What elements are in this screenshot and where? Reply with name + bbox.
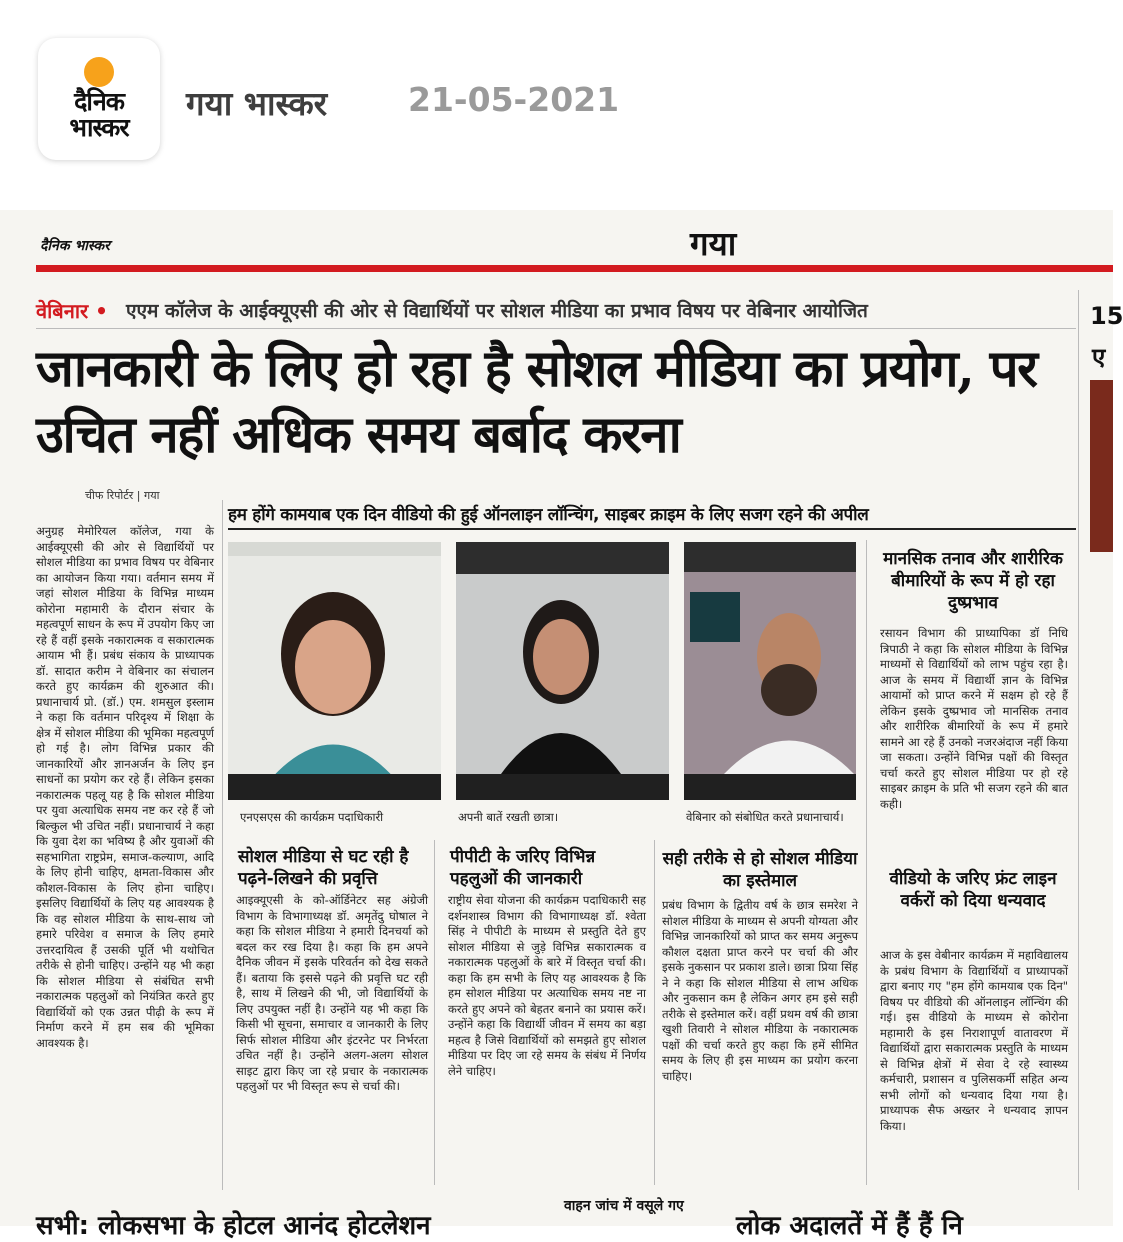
box2-body: राष्ट्रीय सेवा योजना की कार्यक्रम पदाधिकारी सह दर्शनशास्त्र विभाग की विभागाध्यक्ष डॉ. श्वेता सिंह ने पीपीटी के माध्यम से प्रस्तुति देते हुए सोशल मीडिया से जुड़े विभिन्न सकारात्मक व नकारात्मक पहलुओं के बारे में विस्तृत चर्चा की। कहा कि हम सभी के लिए यह आवश्यक है कि हम सोशल मीडिया पर अत्याधिक समय नष्ट ना करते हुए अपने को बेहतर बनाने का प्रयास करें। उन्होंने कहा कि विद्यार्थी जीवन में समय का बड़ा महत्व है जिसे विद्यार्थियों को समझते हुए सोशल मीडिया पर दिए जा रहे समय के संबंध में निर्णय लेने चाहिए। [448,893,646,1078]
column-divider [1078,290,1079,1190]
dainik-bhaskar-logo [38,38,160,160]
side-story-photo [1090,380,1113,552]
box3-heading: सही तरीके से हो सोशल मीडिया का इस्तेमाल [662,849,858,891]
column-divider [222,500,223,1190]
box4-body: रसायन विभाग की प्राध्यापिका डॉ निधि त्रिपाठी ने कहा कि सोशल मीडिया के विभिन्न माध्यमों से विद्यार्थियों को लाभ पहुंच रहा है। आज के समय में विद्यार्थी ज्ञान के विभिन्न आयामों को प्राप्त करने में सक्षम हो रहे हैं लेकिन इसके दुष्प्रभाव जो मानसिक तनाव और शारीरिक बीमारियों के रूप में हमारे सामने आ रहे हैं उनको नजरअंदाज नहीं किया जा सकता। उन्होंने विभिन्न पक्षों की विस्तृत चर्चा करते हुए सोशल मीडिया पर हो रहे साइबर क्राइम के प्रति भी सजग रहने की बात कही। [880,626,1068,811]
logo-line1: दैनिक [74,87,124,116]
bottom-headline-right: लोक अदालतें में हैं हैं नि [736,1211,963,1241]
headline: जानकारी के लिए हो रहा है सोशल मीडिया का प्रयोग, पर उचित नहीं अधिक समय बर्बाद करना [36,339,1037,465]
column-divider [654,840,655,1185]
column-divider [434,840,435,1185]
subheadline: हम होंगे कामयाब एक दिन वीडियो की हुई ऑनलाइन लॉन्चिंग, साइबर क्राइम के लिए सजग रहने की अपील [228,505,869,525]
logo-line2: भास्कर [69,113,129,142]
kicker: एएम कॉलेज के आईक्यूएसी की ओर से विद्यार्थियों पर सोशल मीडिया का प्रभाव विषय पर वेबिनार आयोजित [126,300,868,322]
photo-nss-officer [228,542,441,800]
subhead-rule [228,528,1076,530]
box5-body: आज के इस वेबीनार कार्यक्रम में महाविद्यालय के प्रबंध विभाग के विद्यार्थियों व प्राध्यापकों द्वारा बनाए गए "हम होंगे कामयाब एक दिन" विषय पर वीडियो की ऑनलाइन लॉन्चिंग की गई। इस वीडियो के माध्यम से कोरोना महामारी के इस निराशापूर्ण वातावरण में विद्यार्थियों द्वारा सकारात्मक प्रस्तुति के माध्यम से विभिन्न क्षेत्रों में सेवा दे रहे स्वास्थ्य कर्मचारी, प्रशासन व पुलिसकर्मी सहित अन्य सभी लोगों को धन्यवाद दिया गया है। प्राध्यापक सैफ अख्तर ने धन्यवाद ज्ञापन किया। [880,948,1068,1133]
bottom-headline-left: सभी: लोकसभा के होटल आनंद होटलेशन [36,1211,431,1241]
kicker-tag: वेबिनार • [36,299,108,323]
side-story-heading: 15 [1090,302,1123,330]
column-divider [866,540,867,1185]
principal-speaking-icon [684,542,856,800]
box5-heading: वीडियो के जरिए फ्रंट लाइन वर्करों को दिया धन्यवाद [889,869,1057,911]
bottom-headlines [36,1196,1113,1241]
side-story-sub: ए [1092,343,1106,371]
photo-caption-3: वेबिनार को संबोधित करते प्रधानाचार्य। [686,810,844,824]
photo-caption-2: अपनी बातें रखती छात्रा। [458,810,559,824]
box4-heading: मानसिक तनाव और शारीरिक बीमारियों के रूप में हो रहा दुष्प्रभाव [883,549,1063,613]
box2-heading: पीपीटी के जरिए विभिन्न पहलुओं की जानकारी [450,847,596,889]
box1-body: आइक्यूएसी के को-ऑर्डिनेटर सह अंग्रेजी विभाग के विभागाध्यक्ष डॉ. अमृतेंदु घोषाल ने कहा कि सोशल मीडिया ने हमारी दिनचर्या को बदल कर रख दिया है। कहा कि हम अपने दैनिक जीवन में इसके परिवर्तन को देख सकते हैं। बताया कि इससे पढ़ने की प्रवृत्ति घट रही है, साथ में लिखने की भी, जो विद्यार्थियों के लिए उपयुक्त नहीं है। उन्होंने यह भी कहा कि किसी भी सूचना, समाचार व जानकारी के लिए सिर्फ सोशल मीडिया और इंटरनेट पर निर्भरता उचित नहीं है। उन्होंने अलग-अलग सोशल साइट द्वारा किए जा रहे प्रचार के नकारात्मक पहलुओं पर भी विस्तृत रूप से चर्चा की। [236,893,428,1093]
kicker-rule [36,328,1076,329]
student-speaking-icon [456,542,669,800]
edition-name: गया भास्कर [186,84,328,123]
logo-sun-icon [84,57,114,87]
box3-body: प्रबंध विभाग के द्वितीय वर्ष के छात्र समरेश ने सोशल मीडिया के माध्यम से अपनी योग्यता और विभिन्न जानकारियों को प्राप्त कर समय अनुरूप कौशल दक्षता प्राप्त करने पर चर्चा की और इसके नुकसान पर प्रकाश डाले। छात्रा प्रिया सिंह ने ने कहा कि सोशल मीडिया से लाभ अधिक और नुकसान कम है लेकिन अगर हम इसे सही तरीके से इस्तेमाल करें। वहीं प्रथम वर्ष की छात्रा खुशी तिवारी ने सोशल मीडिया के नकारात्मक पक्षों की चर्चा करते हुए कहा कि हमें सीमित समय के लिए ही इस माध्यम का प्रयोग करना चाहिए। [662,898,858,1083]
masthead-city: गया [690,224,737,263]
woman-webinar-icon [228,542,441,800]
masthead-rule [36,265,1113,272]
article-column-1: अनुग्रह मेमोरियल कॉलेज, गया के आईक्यूएसी की ओर से विद्यार्थियों पर सोशल मीडिया का प्रभाव विषय पर वेबिनार का आयोजन किया गया। वर्तमान समय में जहां सोशल मीडिया के विभिन्न माध्यम कोरोना महामारी के दौरान संचार के महत्वपूर्ण साधन के रूप में उपयोग किए जा रहे हैं वहीं इसके नकारात्मक व सकारात्मक आयाम भी हैं। प्रबंध संकाय के प्राध्यापक डॉ. सादात करीम ने वेबिनार का संचालन करते हुए कार्यक्रम की शुरुआत की। प्रधानाचार्य प्रो. (डॉ.) एम. शमसुल इस्लाम ने कहा कि वर्तमान परिदृश्य में शिक्षा के क्षेत्र में सोशल मीडिया की भूमिका महत्वपूर्ण हो गई है। लोग विभिन्न प्रकार की जानकारियों और ज्ञानअर्जन के लिए इन साधनों का प्रयोग कर रहे हैं। लेकिन इसका नकारात्मक पहलू यह है कि सोशल मीडिया पर युवा अत्याधिक समय नष्ट कर रहे हैं जो बिल्कुल भी उचित नहीं। प्रधानाचार्य ने कहा कि युवा देश का भविष्य है और युवाओं की सहभागिता राष्ट्रप्रेम, समाज-कल्याण, आदि के लिए होनी चाहिए, क्षमता-विकास और कौशल-विकास के लिए होना चाहिए। इसलिए विद्यार्थियों के लिए यह आवश्यक है कि वह सोशल मीडिया के साथ-साथ जो हमारे परिवेश व समाज के लिए हमारे उत्तरदायित्व हैं उसकी पूर्ति भी यथोचित तरीके से होनी चाहिए। उन्होंने यह भी कहा कि सोशल मीडिया से संबंधित सभी नकारात्मक पहलुओं को नियंत्रित करते हुए विद्यार्थियों को एक उन्नत पीढ़ी के रूप में निर्माण करने में हम सब की भूमिका आवश्यक है। [36,524,214,1050]
masthead-left: दैनिक भास्कर [40,238,110,254]
photo-student [456,542,669,800]
photo-caption-1: एनएसएस की कार्यक्रम पदाधिकारी [240,810,384,824]
box1-heading: सोशल मीडिया से घट रही है पढ़ने-लिखने की प्रवृत्ति [238,847,409,889]
edition-date: 21-05-2021 [408,80,620,119]
bottom-headline-mid: वाहन जांच में वसूले गए [564,1198,684,1214]
byline: चीफ रिपोर्टर | गया [85,489,160,502]
photo-principal [684,542,856,800]
